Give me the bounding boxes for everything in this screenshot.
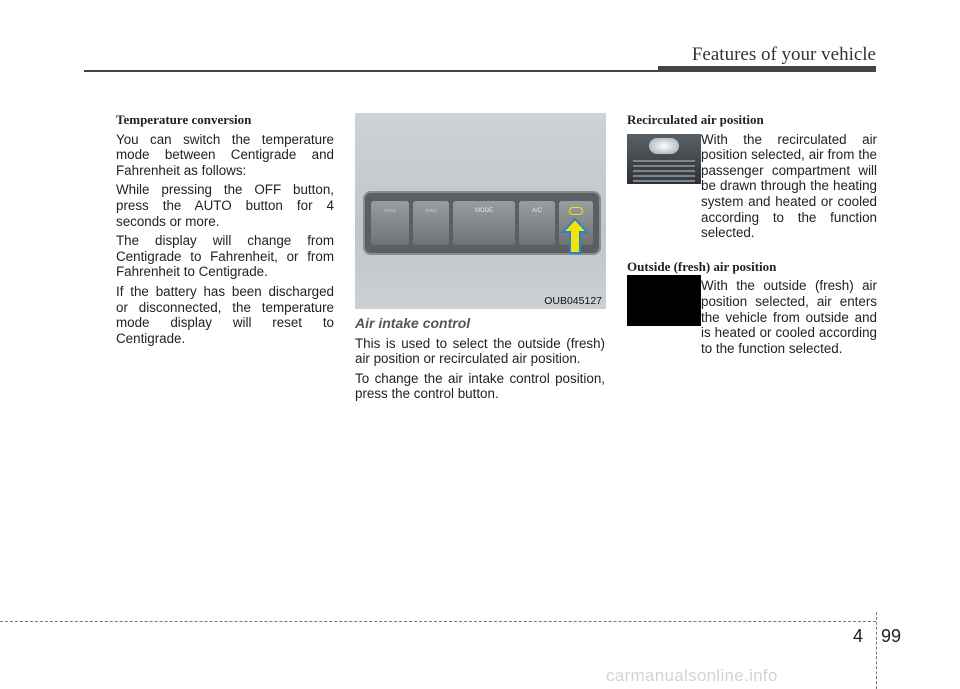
- mode-button: MODE: [453, 201, 515, 245]
- paragraph: If the battery has been discharged or disconnected, the temperature mode display will reset to Centigrade.: [116, 283, 334, 346]
- paragraph: While pressing the OFF button, press the AUTO button for 4 seconds or more.: [116, 182, 334, 229]
- paragraph: To change the air intake control position, press the control button.: [355, 370, 605, 402]
- recirculated-air-body: With the recirculated air position selected, air from the passenger compartment will be drawn through the heating system and heated or cooled according to the function selected.: [701, 131, 877, 241]
- page-header-title: Features of your vehicle: [691, 44, 876, 65]
- recirculation-icon: [569, 207, 583, 215]
- chapter-number: 4: [853, 626, 864, 646]
- temperature-conversion-heading: Temperature conversion: [116, 112, 252, 127]
- air-intake-control-heading: Air intake control: [355, 315, 471, 331]
- paragraph: This is used to select the outside (fresh) air position or recirculated air position.: [355, 335, 605, 367]
- header-accent-bar: [658, 66, 876, 72]
- figure-caption: OUB045127: [544, 295, 602, 307]
- page-number: 99: [881, 626, 902, 646]
- climate-control-panel-photo: [355, 113, 606, 309]
- fresh-air-heading: Outside (fresh) air position: [627, 258, 777, 274]
- ac-button: A/C: [519, 201, 555, 245]
- footer-divider: [876, 612, 877, 689]
- temperature-conversion-section: [116, 112, 334, 350]
- fresh-air-body: With the outside (fresh) air position selected, air enters the vehicle from outside and is heated or cooled according to the function selected.: [701, 278, 877, 356]
- intake-positions-section: [627, 112, 877, 360]
- air-intake-control-section: [355, 316, 605, 406]
- up-arrow-icon: [561, 217, 589, 255]
- defrost-rear-button: ▭▭: [413, 201, 449, 245]
- paragraph: The display will change from Centigrade to Fahrenheit, or from Fahrenheit to Centigrade.: [116, 233, 334, 280]
- footer-rule: [0, 621, 876, 622]
- paragraph: You can switch the temperature mode between Centigrade and Fahrenheit as follows:: [116, 131, 334, 178]
- watermark: carmanualsonline.info: [606, 666, 778, 685]
- recirculated-air-heading: Recirculated air position: [627, 112, 764, 127]
- defrost-front-button: ▭▭: [371, 201, 409, 245]
